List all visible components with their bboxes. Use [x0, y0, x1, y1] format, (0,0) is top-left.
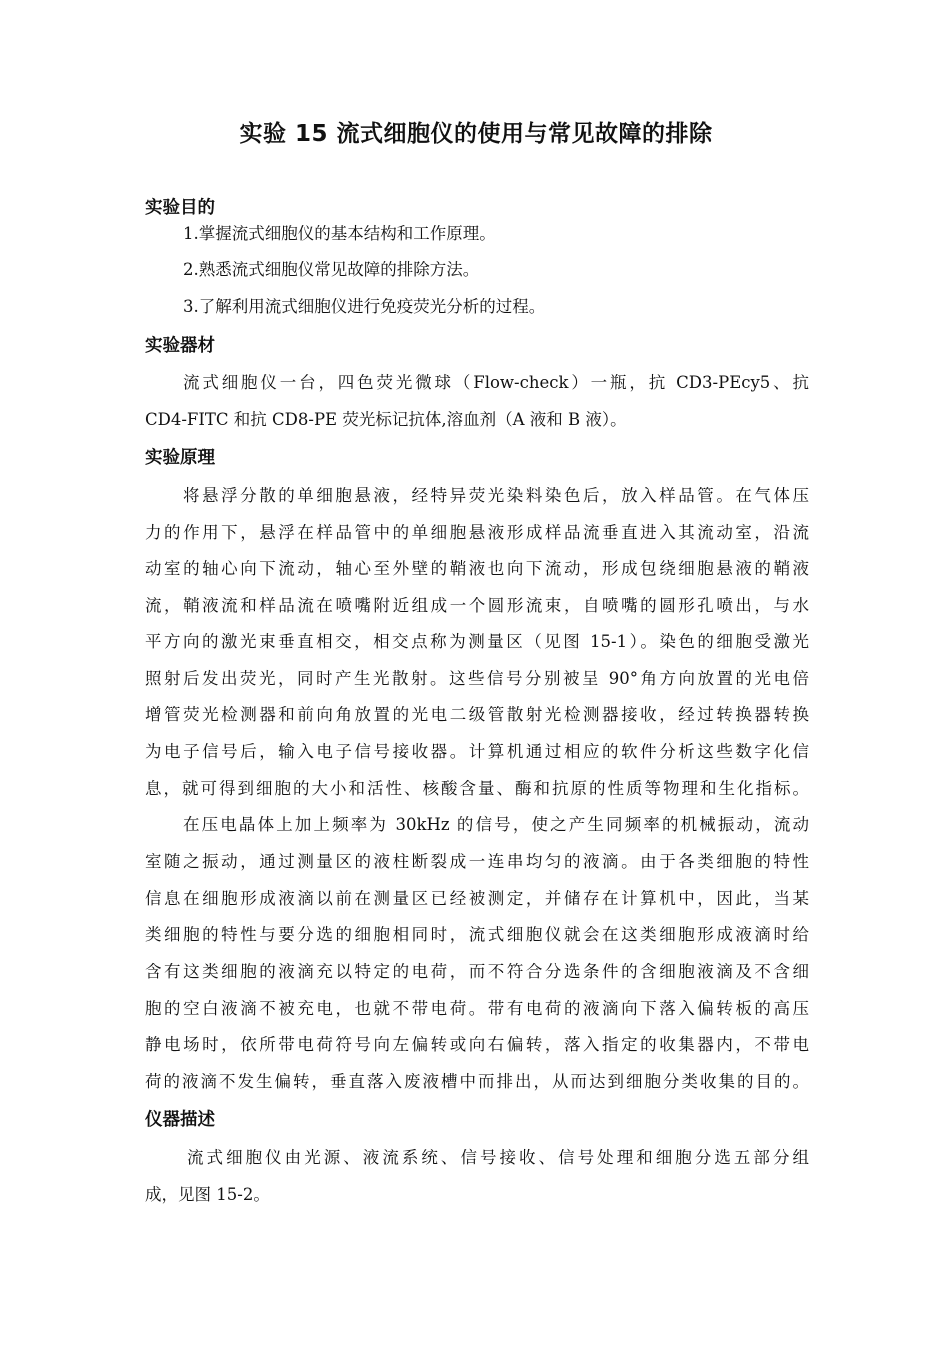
principle-line: 静电场时，依所带电荷符号向左偏转或向右偏转，落入指定的收集器内，不带电: [145, 1035, 809, 1054]
purpose-item: 3.了解利用流式细胞仪进行免疫荧光分析的过程。: [183, 297, 546, 316]
principle-line: 荷的液滴不发生偏转，垂直落入废液槽中而排出，从而达到细胞分类收集的目的。: [145, 1072, 809, 1091]
principle-line: 信息在细胞形成液滴以前在测量区已经被测定，并储存在计算机中，因此，当某: [145, 889, 809, 908]
principle-line: 将悬浮分散的单细胞悬液，经特异荧光染料染色后，放入样品管。在气体压: [183, 486, 809, 505]
purpose-item: 1.掌握流式细胞仪的基本结构和工作原理。: [183, 224, 496, 243]
principle-line: 类细胞的特性与要分选的细胞相同时，流式细胞仪就会在这类细胞形成液滴时给: [145, 925, 809, 944]
principle-line: 为电子信号后，输入电子信号接收器。计算机通过相应的软件分析这些数字化信: [145, 742, 809, 761]
section-heading-description: 仪器描述: [145, 1110, 215, 1130]
principle-line: 含有这类细胞的液滴充以特定的电荷，而不符合分选条件的含细胞液滴及不含细: [145, 962, 809, 981]
description-line: 成，见图 15-2。: [145, 1185, 270, 1204]
page-title: 实验 15 流式细胞仪的使用与常见故障的排除: [239, 121, 713, 147]
principle-line: 平方向的激光束垂直相交，相交点称为测量区（见图 15-1）。染色的细胞受激光: [145, 632, 809, 651]
principle-line: 增管荧光检测器和前向角放置的光电二级管散射光检测器接收，经过转换器转换: [145, 705, 809, 724]
equipment-line: CD4-FITC 和抗 CD8-PE 荧光标记抗体,溶血剂（A 液和 B 液）。: [145, 410, 627, 429]
section-heading-principle: 实验原理: [145, 448, 215, 468]
principle-line: 力的作用下，悬浮在样品管中的单细胞悬液形成样品流垂直进入其流动室，沿流: [145, 523, 809, 542]
principle-line: 照射后发出荧光，同时产生光散射。这些信号分别被呈 90°角方向放置的光电倍: [145, 669, 809, 688]
principle-line: 室随之振动，通过测量区的液柱断裂成一连串均匀的液滴。由于各类细胞的特性: [145, 852, 809, 871]
description-line: 流式细胞仪由光源、液流系统、信号接收、信号处理和细胞分选五部分组: [187, 1148, 809, 1167]
section-heading-equipment: 实验器材: [145, 336, 215, 356]
principle-line: 动室的轴心向下流动，轴心至外壁的鞘液也向下流动，形成包绕细胞悬液的鞘液: [145, 559, 809, 578]
purpose-item: 2.熟悉流式细胞仪常见故障的排除方法。: [183, 260, 480, 279]
principle-line: 胞的空白液滴不被充电，也就不带电荷。带有电荷的液滴向下落入偏转板的高压: [145, 999, 809, 1018]
equipment-line: 流式细胞仪一台，四色荧光微球（Flow-check）一瓶，抗 CD3-PEcy5、抗: [183, 373, 809, 392]
section-heading-purpose: 实验目的: [145, 198, 215, 218]
principle-line: 在压电晶体上加上频率为 30kHz 的信号，使之产生同频率的机械振动，流动: [183, 815, 809, 834]
principle-line: 流，鞘液流和样品流在喷嘴附近组成一个圆形流束，自喷嘴的圆形孔喷出，与水: [145, 596, 809, 615]
principle-line: 息，就可得到细胞的大小和活性、核酸含量、酶和抗原的性质等物理和生化指标。: [145, 779, 809, 798]
